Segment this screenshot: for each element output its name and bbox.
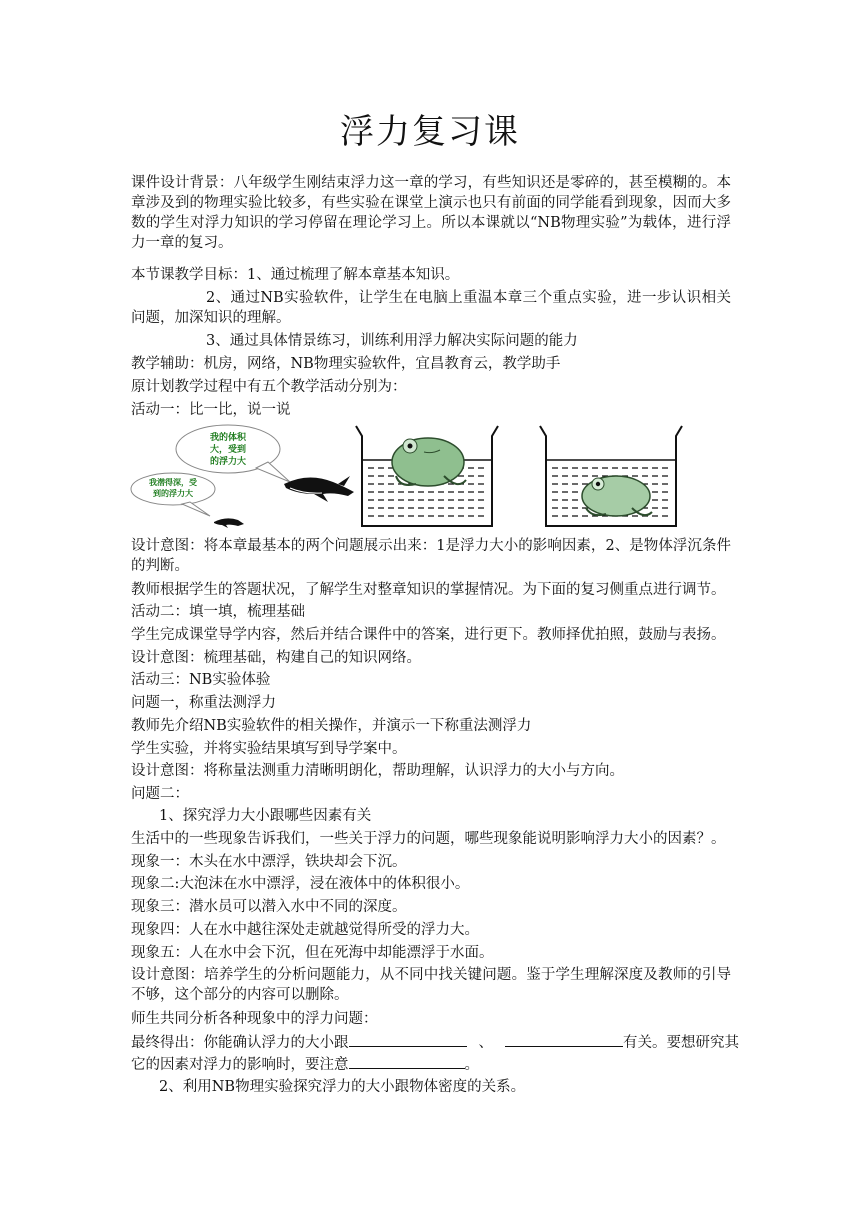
explore-1: 1、探究浮力大小跟哪些因素有关	[159, 808, 372, 824]
activity-1-heading: 活动一：比一比，说一说	[131, 402, 291, 418]
goal-2: 2、通过NB实验软件，让学生在电脑上重温本章三个重点实验，进一步认识相关问题，加深知识的理解。	[131, 290, 731, 326]
big-bubble-line-3: 的浮力大	[209, 457, 247, 467]
phenomenon-4: 现象四：人在水中越往深处走就越觉得所受的浮力大。	[131, 922, 479, 938]
blank-1[interactable]	[349, 1032, 467, 1047]
background-text: 八年级学生刚结束浮力这一章的学习，有些知识还是零碎的，甚至模糊的。本章涉及到的物理实验比较多，有些实验在课堂上演示也只有前面的同学能看到现象，因而大多数的学生对浮力知识的学习停留在理论学习上。所以本课就以“NB物理实验”为载体，进行浮力一章的复习。	[131, 175, 732, 251]
teaching-aids: 教学辅助：机房，网络，NB物理实验软件，宜昌教育云，教学助手	[131, 356, 561, 372]
intent-3: 设计意图：将称量法测重力清晰明朗化，帮助理解，认识浮力的大小与方向。	[131, 763, 624, 779]
goals-line	[131, 265, 731, 285]
final-part-1: 最终得出：你能确认浮力的大小跟	[131, 1035, 349, 1051]
plan-intro: 原计划教学过程中有五个教学活动分别为：	[131, 379, 407, 395]
teacher-adjust: 教师根据学生的答题状况，了解学生对整章知识的掌握情况。为下面的复习侧重点进行调节。	[131, 582, 726, 598]
phenomenon-5: 现象五：人在水中会下沉，但在死海中却能漂浮于水面。	[131, 945, 494, 961]
explore-2: 2、利用NB物理实验探究浮力的大小跟物体密度的关系。	[159, 1079, 526, 1095]
students-complete: 学生完成课堂导学内容，然后并结合课件中的答案，进行更下。教师择优拍照，鼓励与表扬。	[131, 627, 726, 643]
teacher-intro: 教师先介绍NB实验软件的相关操作，并演示一下称重法测浮力	[131, 718, 532, 734]
activity-3-heading: 活动三：NB实验体验	[131, 672, 271, 688]
problem-2: 问题二：	[131, 786, 189, 802]
blank-2[interactable]	[505, 1032, 623, 1047]
frog-1	[392, 438, 466, 486]
final-part-2: 有关。要想研究其	[623, 1035, 739, 1051]
phenomenon-2: 现象二:大泡沫在水中漂浮，浸在液体中的体积很小。	[131, 876, 470, 892]
phenomenon-1: 现象一：木头在水中漂浮，铁块却会下沉。	[131, 854, 407, 870]
goals-label: 本节课教学目标：	[131, 267, 247, 283]
small-bubble	[131, 473, 215, 516]
problem-1: 问题一，称重法测浮力	[131, 695, 276, 711]
student-experiment: 学生实验，并将实验结果填写到导学案中。	[131, 741, 407, 757]
small-bubble-line-2: 到的浮力大	[153, 489, 193, 498]
background-label: 课件设计背景：	[131, 175, 234, 191]
final-part-3: 它的因素对浮力的影响时，要注意	[131, 1057, 349, 1073]
final-part-4: 。	[464, 1057, 479, 1073]
intent-1: 设计意图：将本章最基本的两个问题展示出来：1是浮力大小的影响因素，2、是物体浮沉条件的判断。	[131, 538, 731, 574]
page-title: 浮力复习课	[340, 112, 520, 152]
final-line-1	[131, 1032, 739, 1053]
activity-2-heading: 活动二：填一填，梳理基础	[131, 604, 305, 620]
blank-3[interactable]	[349, 1054, 465, 1069]
frog-2	[582, 476, 652, 516]
small-bubble-line-1: 我潜得深，受	[149, 478, 197, 487]
life-question: 生活中的一些现象告诉我们，一些关于浮力的问题，哪些现象能说明影响浮力大小的因素？。	[131, 831, 726, 847]
final-separator: 、	[478, 1035, 493, 1051]
intent-2: 设计意图：梳理基础，构建自己的知识网络。	[131, 650, 421, 666]
big-bubble-line-1: 我的体积	[209, 433, 247, 443]
big-bubble	[176, 425, 290, 482]
final-line-2	[131, 1054, 731, 1075]
goal-3: 3、通过具体情景练习，训练利用浮力解决实际问题的能力	[206, 333, 578, 349]
phenomenon-3: 现象三：潜水员可以潜入水中不同的深度。	[131, 899, 407, 915]
intent-4: 设计意图：培养学生的分析问题能力，从不同中找关键问题。鉴于学生理解深度及教师的引导不够，这个部分的内容可以删除。	[131, 967, 731, 1003]
common-analysis: 师生共同分析各种现象中的浮力问题：	[131, 1011, 378, 1027]
small-dolphin-image	[214, 518, 244, 528]
big-dolphin-image	[284, 476, 354, 502]
activity-1-figure	[128, 424, 693, 532]
beaker-frog-submerged-image	[540, 426, 682, 526]
beaker-frog-floating-image	[356, 426, 498, 526]
goal-1: 1、通过梳理了解本章基本知识。	[247, 267, 460, 283]
background-paragraph	[131, 173, 731, 253]
big-bubble-line-2: 大，受到	[209, 445, 247, 455]
